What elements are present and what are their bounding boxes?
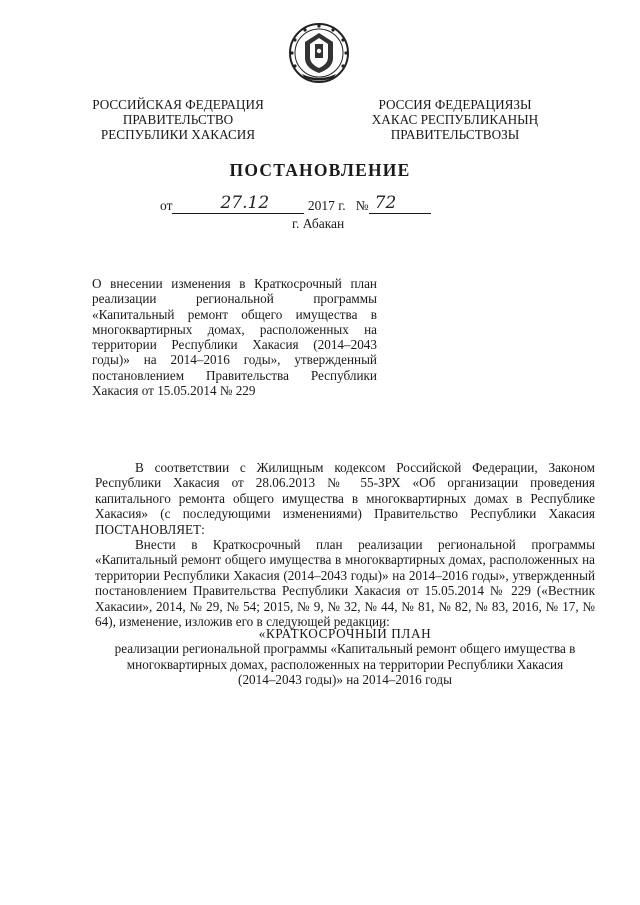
plan-subtitle-line: (2014–2043 годы)» на 2014–2016 годы [238,672,452,688]
handwritten-date: 27.12 [220,193,270,213]
date-number-line [160,193,431,214]
header-khakas-block [370,97,540,142]
handwritten-number: 72 [374,193,397,213]
city-name: г. Абакан [292,216,345,231]
year-text: 2017 г. [307,198,346,213]
header-left-line: РЕСПУБЛИКИ ХАКАСИЯ [100,127,256,142]
header-left-line: ПРАВИТЕЛЬСТВО [122,112,234,127]
paragraph-resolution: Внести в Краткосрочный план реализации региональной программы «Капитальный ремонт общего имущества в многоквартирных домах, расположенных на территории Республики Хакасия (2014–2043 годы)» на 2014–2016 годы», утвержденный постановлением Правительства Республики Хакасия от 15.05.2014 № 229 («Вестник Хакасии», 2014, № 29, № 54; 2015, № 9, № 32, № 44, № 81, № 82, № 83, 2016, № 17, № 64), изменение, изложив его в следующей редакции: [95,537,595,630]
number-label: № [355,198,369,213]
date-from-label: от [160,198,173,213]
subject-block: О внесении изменения в Краткосрочный план реализации региональной программы «Капитальный ремонт общего имущества в многоквартирных домах, расположенных на территории Республики Хакасия (2014–2043 годы)» на 2014–2016 годы», утвержденный постановлением Правительства Республики Хакасия от 15.05.2014 № 229 [92,276,377,399]
plan-subtitle-line: многоквартирных домах, расположенных на территории Республики Хакасия [126,656,564,672]
body-text [95,460,595,629]
header-russian-block [88,97,268,142]
plan-subtitle-line: реализации региональной программы «Капитальный ремонт общего имущества в [114,641,576,657]
header-left-line: РОССИЙСКАЯ ФЕДЕРАЦИЯ [92,97,264,112]
date-blank [172,193,304,214]
plan-heading-block [95,626,595,688]
plan-heading: «КРАТКОСРОЧНЫЙ ПЛАН [258,626,432,641]
header-right-line: ХАКАС РЕСПУБЛИКАНЫҢ [371,112,539,127]
paragraph-preamble: В соответствии с Жилищным кодексом Российской Федерации, Законом Республики Хакасия от 28.06.2013 № 55-ЗРХ «Об организации проведения капитального ремонта общего имущества в многоквартирных домах в Республике Хакасия» (с последующими изменениями) Правительство Республики Хакасия ПОСТАНОВЛЯЕТ: [95,460,595,537]
document-title: ПОСТАНОВЛЕНИЕ [229,160,411,180]
khakassia-coat-of-arms-emblem [288,22,350,84]
number-blank [369,193,431,214]
header-right-line: РОССИЯ ФЕДЕРАЦИЯЗЫ [378,97,532,112]
header-right-line: ПРАВИТЕЛЬСТВОЗЫ [390,127,520,142]
